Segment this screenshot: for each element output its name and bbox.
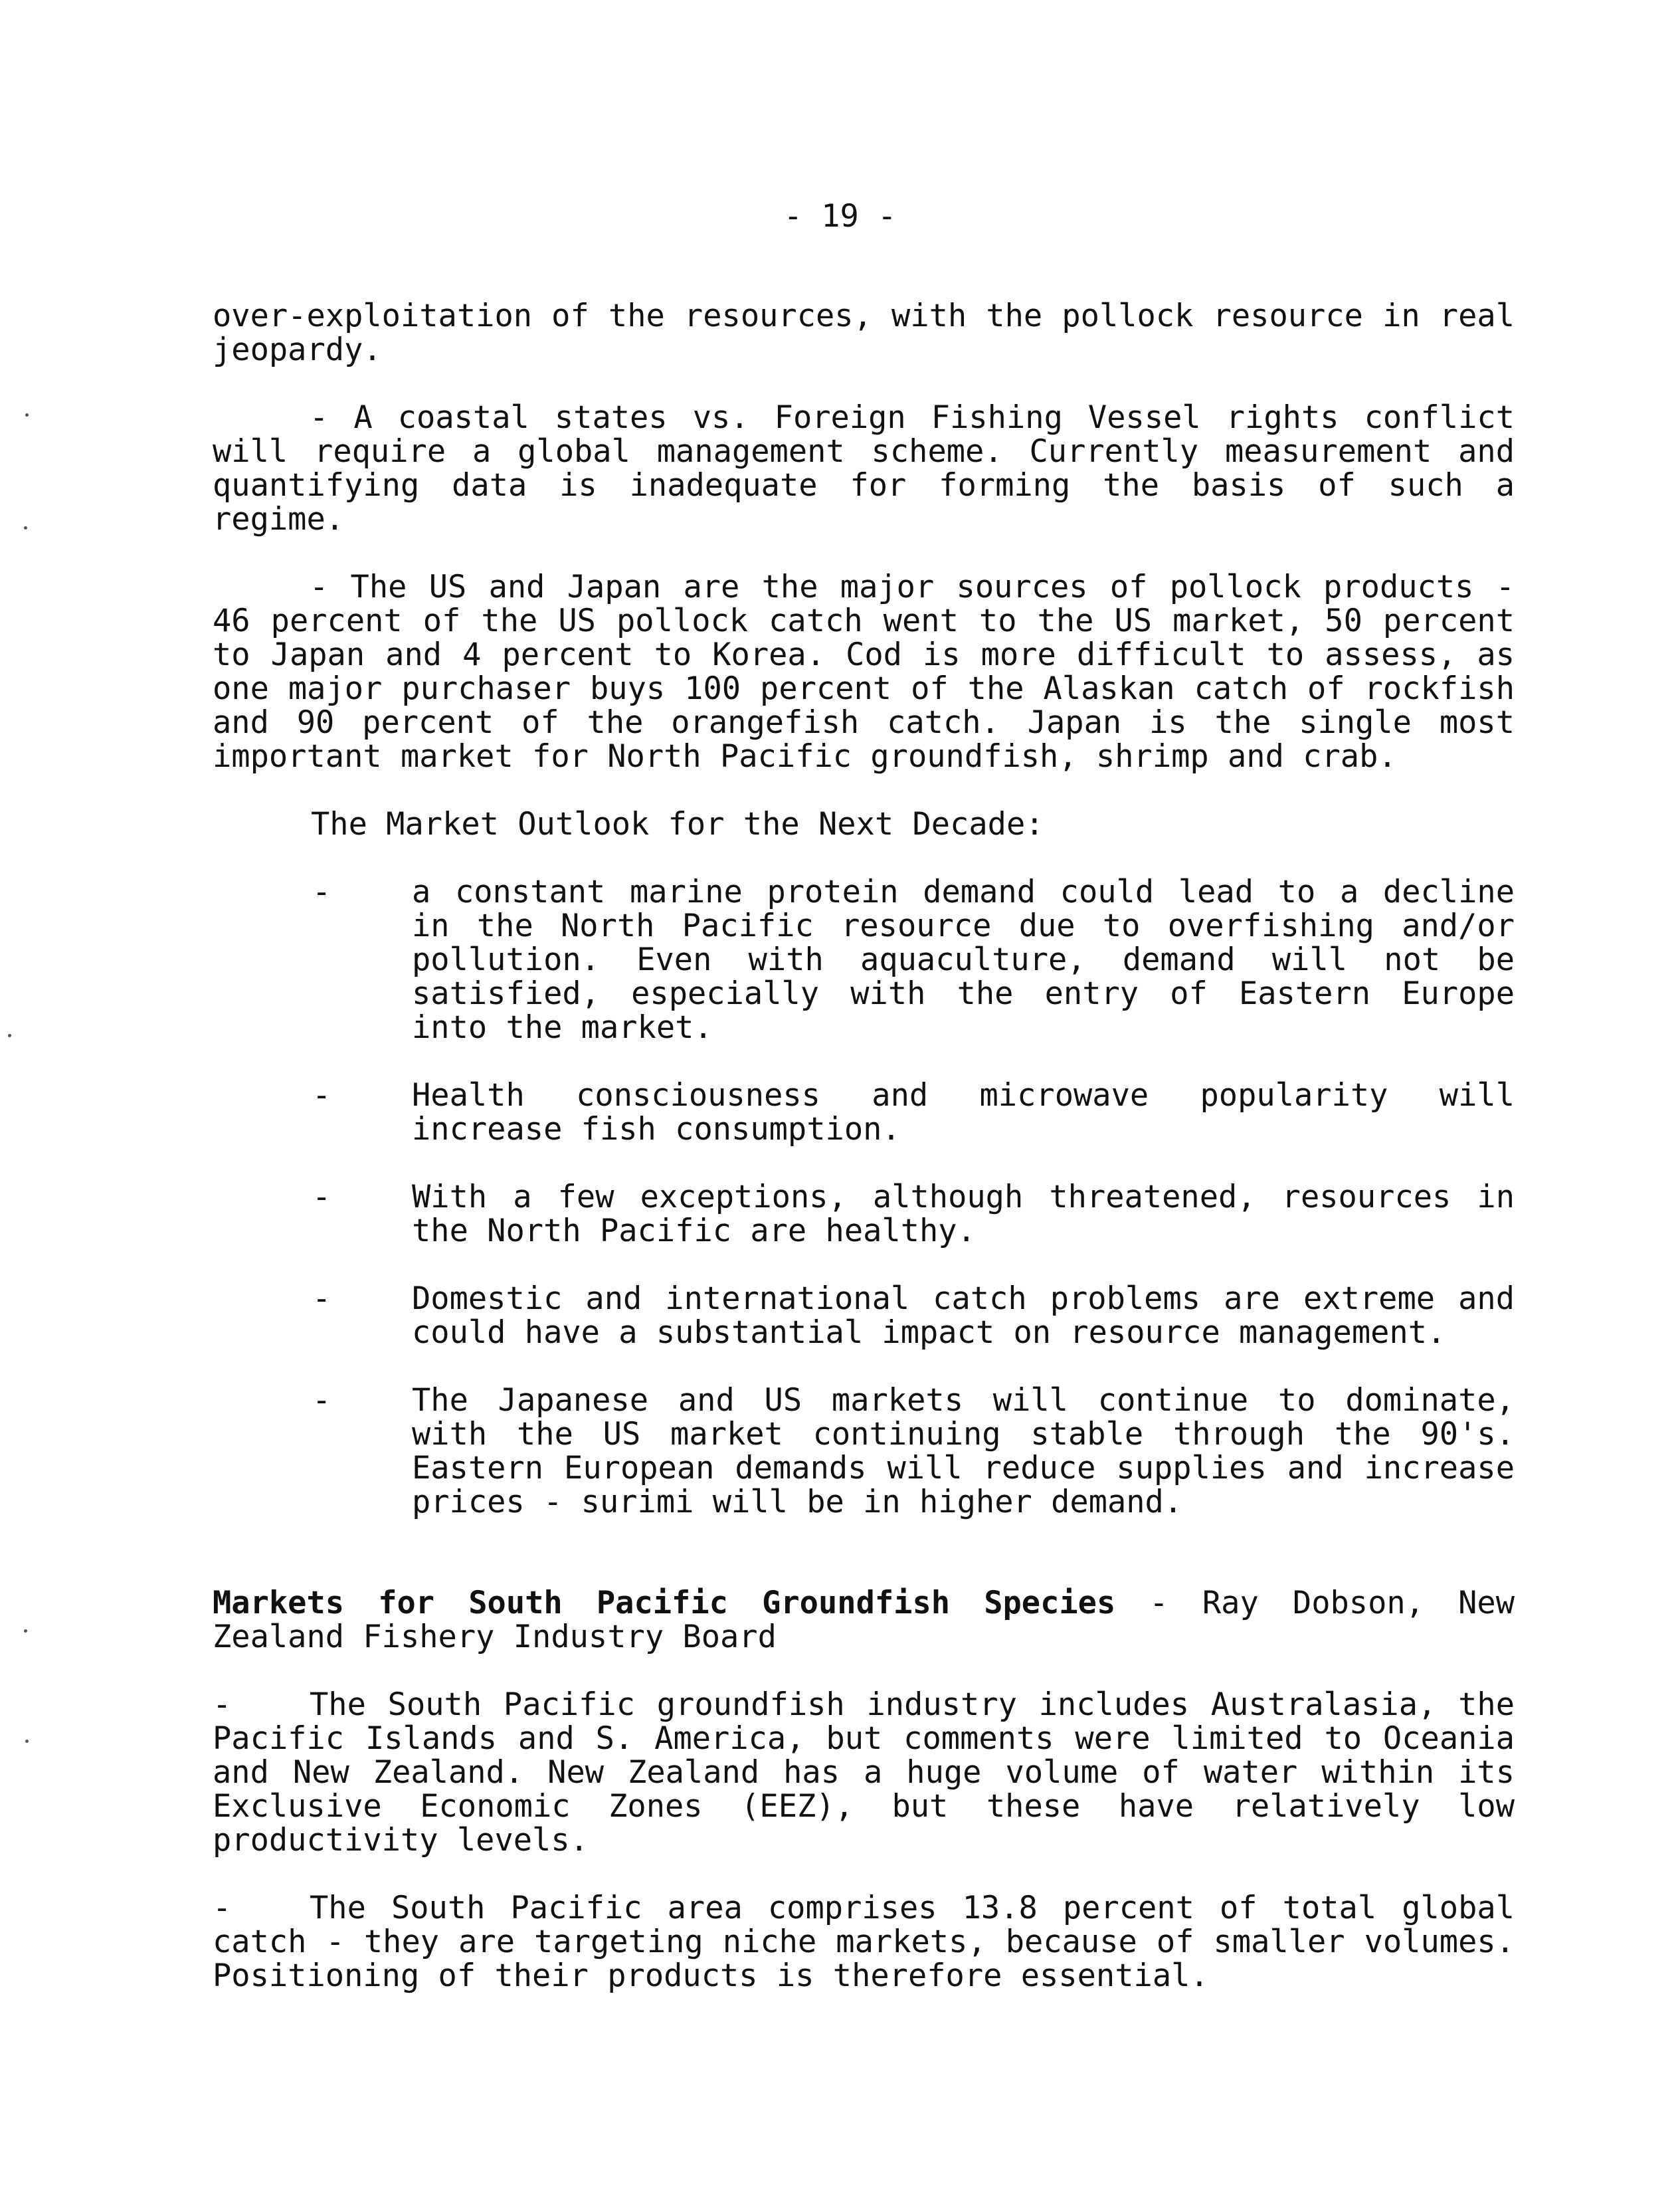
paragraph-south-pacific-industry [213, 1688, 1515, 1857]
scan-speck [25, 1740, 29, 1743]
list-dash: - [312, 1077, 331, 1114]
paragraph-dash: - [213, 1890, 232, 1926]
list-item [213, 1078, 1515, 1146]
list-dash: - [312, 1280, 331, 1317]
list-item [213, 1282, 1515, 1350]
section-title: Markets for South Pacific Groundfish Species [213, 1585, 1116, 1621]
market-outlook-heading: The Market Outlook for the Next Decade: [311, 806, 1044, 843]
section-spacer [213, 1553, 1515, 1586]
list-item-text: With a few exceptions, although threatened, resources in the North Pacific are healthy. [412, 1179, 1515, 1249]
list-item-text: The Japanese and US markets will continue to dominate, with the US market continuing stable through the 90's. Eastern European demands will reduce supplies and increase prices - surimi will be in higher demand. [412, 1382, 1515, 1520]
section-heading [213, 1586, 1515, 1654]
scan-speck [25, 413, 29, 417]
list-dash: - [312, 874, 331, 910]
list-dash: - [312, 1179, 331, 1215]
document-body [213, 299, 1515, 2027]
scan-speck [24, 1629, 27, 1633]
scan-speck [8, 1034, 11, 1037]
paragraph-text: The South Pacific area comprises 13.8 percent of total global catch - they are targeting niche markets, because of smaller volumes. Positioning of their products is therefore essential. [213, 1890, 1515, 1994]
list-item-text: Health consciousness and microwave popularity will increase fish consumption. [412, 1077, 1515, 1148]
list-item-text: Domestic and international catch problems are extreme and could have a substantial impact on resource management. [412, 1280, 1515, 1351]
list-item-text: a constant marine protein demand could lead to a decline in the North Pacific resource due to overfishing and/or pollution. Even with aquaculture, demand will not be satisfied, especially with the entry of Eastern Europe into the market. [412, 874, 1515, 1046]
market-outlook-list [213, 875, 1515, 1519]
paragraph-text: The South Pacific groundfish industry includes Australasia, the Pacific Islands and S. America, but comments were limited to Oceania and New Zealand. New Zealand has a huge volume of water within its Exclusive Economic Zones (EEZ), but these have relatively low productivity levels. [213, 1686, 1515, 1859]
paragraph-us-japan-markets: - The US and Japan are the major sources of pollock products - 46 percent of the US pollock catch went to the US market, 50 percent to Japan and 4 percent to Korea. Cod is more difficult to assess, as one major purchaser buys 100 percent of the Alaskan catch of rockfish and 90 percent of the orangefish catch. Japan is the single most important market for North Pacific groundfish, shrimp and crab. [213, 569, 1515, 775]
page-number: - 19 - [783, 198, 897, 235]
list-item [213, 1383, 1515, 1519]
list-item [213, 1180, 1515, 1248]
paragraph-dash: - [213, 1686, 232, 1723]
section-byline: - Ray Dobson, New Zealand Fishery Industry Board [213, 1585, 1515, 1655]
paragraph-south-pacific-catch [213, 1891, 1515, 1993]
scan-speck [24, 526, 27, 530]
paragraph-continuation: over-exploitation of the resources, with the pollock resource in real jeopardy. [213, 298, 1515, 368]
list-dash: - [312, 1382, 331, 1419]
list-item [213, 875, 1515, 1045]
paragraph-coastal-states: - A coastal states vs. Foreign Fishing Vessel rights conflict will require a global management scheme. Currently measurement and quantifying data is inadequate for forming the basis of such a regime. [213, 399, 1515, 538]
